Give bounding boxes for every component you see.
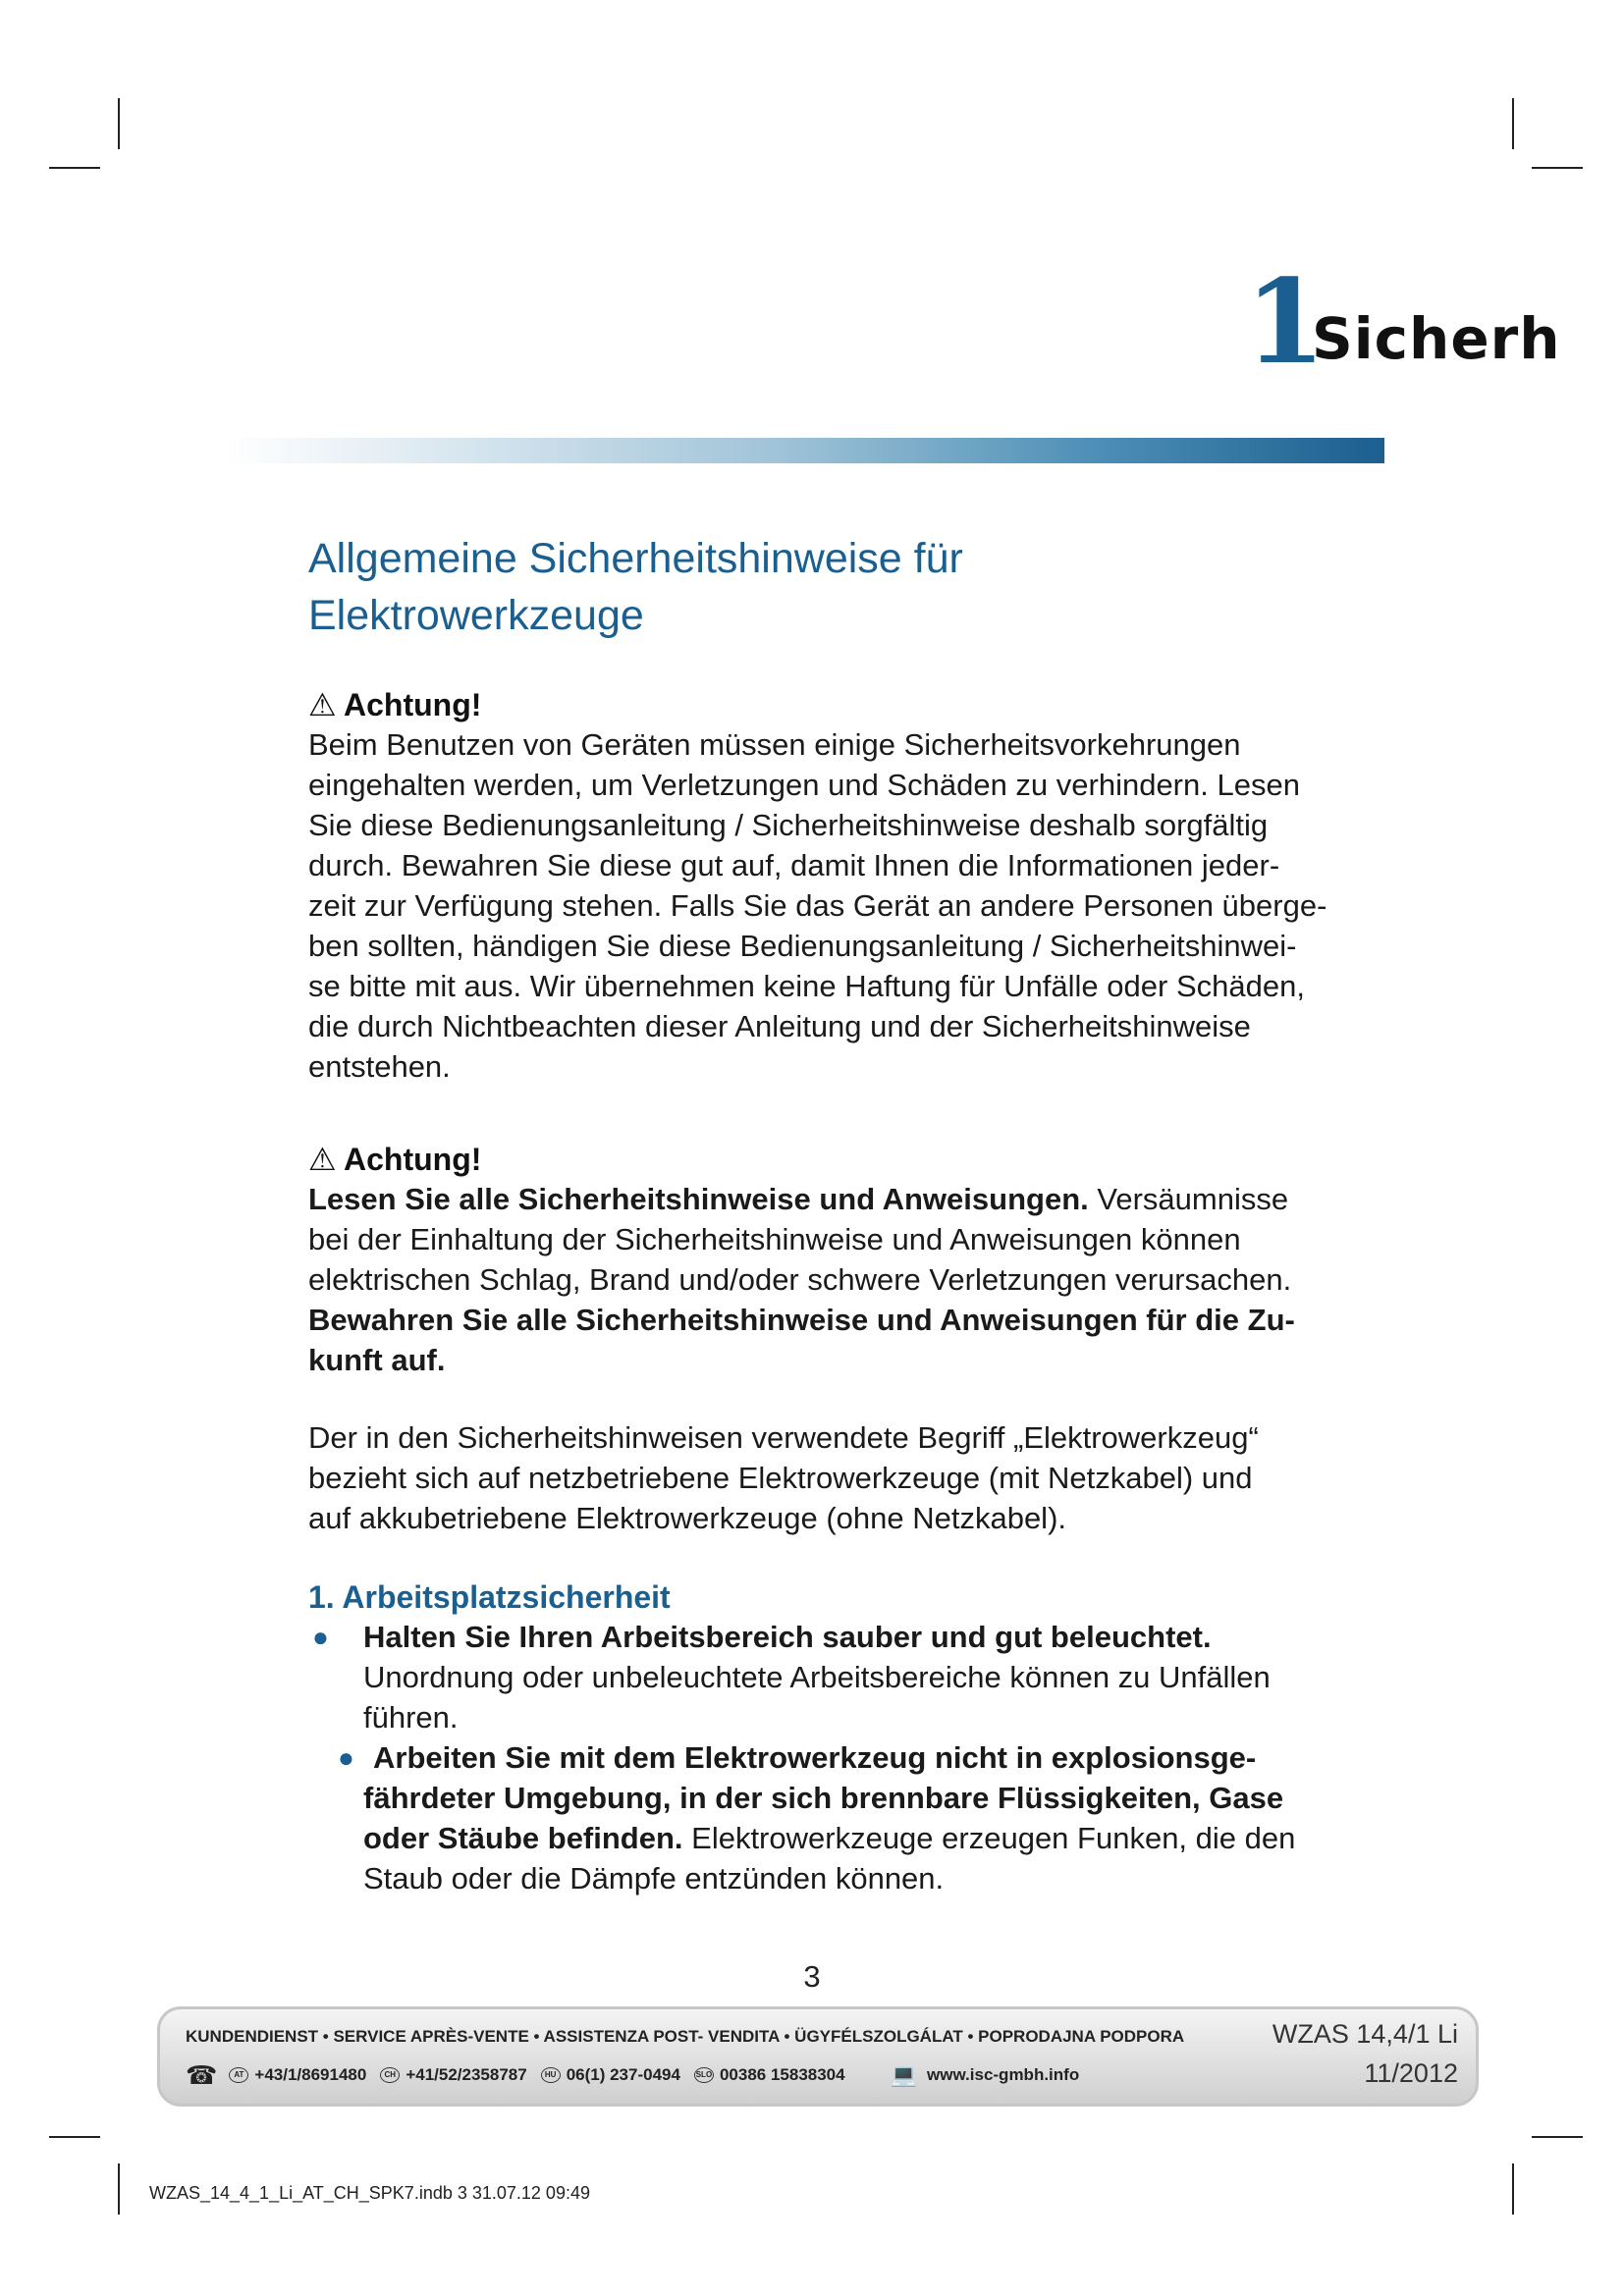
section-logo [1245,273,1624,371]
warning-paragraph: Lesen Sie alle Sicherheitshinweise und Anweisungen. Versäumnisse bei der Einhaltung der Sicherheitshinweise und Anweisungen können elektrischen Schlag, Brand und/oder schwere Verletzungen verursachen. Bewahren Sie alle Sicherheitshinweise und Anweisungen für die Zu- kunft auf. [308,1182,1295,1377]
warning-paragraph: Beim Benutzen von Geräten müssen einige Sicherheitsvorkehrungen eingehalten werden, um Verletzungen und Schäden zu verhindern. Lesen Sie diese Bedienungsanleitung / Sicherheitshinweise deshalb sorgfältig durch. Bewahren Sie diese gut auf, damit Ihnen die Informationen jeder- zeit zur Verfügung stehen. Falls Sie das Gerät an andere Personen überge- ben sollten, händigen Sie diese Bedienungsanleitung / Sicherheitshinwei- se bitte mit aus. Wir übernehmen keine Haftung für Unfälle oder Schäden, die durch Nichtbeachten dieser Anleitung und der Sicherheitshinweise entstehen. [308,727,1327,1084]
crop-mark [49,2136,100,2138]
crop-mark [49,167,100,169]
crop-mark [118,2163,120,2215]
phone-list: ☎ AT +43/1/8691480 CH +41/52/2358787 HU 06(1) 237-0494 SLO 00386 15838304 💻 www.isc-gmbh.info [186,2060,1080,2090]
service-labels: KUNDENDIENST • SERVICE APRÈS-VENTE • ASSISTENZA POST- VENDITA • ÜGYFÉLSZOLGÁLAT • POPRODAJNA PODPORA [186,2027,1185,2046]
crop-mark [118,98,120,149]
page-title: Allgemeine Sicherheitshinweise für Elektrowerkzeuge [308,535,963,639]
main-content [308,530,1329,1898]
section-label: Sicherh [1312,305,1561,371]
page-number: 3 [803,1959,821,1994]
edition-date: 11/2012 [1364,2058,1458,2088]
list-item: ● Halten Sie Ihren Arbeitsbereich sauber und gut beleuchtet. Unordnung oder unbeleuchtete Arbeitsbereiche können zu Unfällen führen. [308,1617,1329,1737]
telephone-icon: ☎ [186,2060,218,2090]
country-badge: AT [229,2067,248,2083]
list-item: ● Arbeiten Sie mit dem Elektrowerkzeug nicht in explosionsge- fährdeter Umgebung, in der sich brennbare Flüssigkeiten, Gase oder Stäube befinden. Elektrowerkzeuge erzeugen Funken, die den Staub oder die Dämpfe entzünden können. [308,1737,1329,1898]
service-footer [157,2006,1479,2107]
country-badge: CH [380,2067,400,2083]
crop-mark [1512,98,1514,149]
website-link[interactable]: www.isc-gmbh.info [927,2065,1080,2084]
crop-mark [1532,167,1583,169]
print-slug: WZAS_14_4_1_Li_AT_CH_SPK7.indb 3 31.07.12 09:49 [149,2183,590,2203]
model-number: WZAS 14,4/1 Li [1272,2019,1458,2049]
section-heading: 1. Arbeitsplatzsicherheit [308,1579,671,1615]
warning-heading: ⚠ Achtung! [308,1142,482,1177]
warning-triangle-icon: ⚠ [308,687,337,722]
bullet-icon: ● [312,1622,329,1652]
definition-paragraph: Der in den Sicherheitshinweisen verwendete Begriff „Elektrowerkzeug“ bezieht sich auf netzbetriebene Elektrowerkzeuge (mit Netzkabel) und auf akkubetriebene Elektrowerkzeuge (ohne Netzkabel). [308,1420,1259,1535]
crop-mark [1532,2136,1583,2138]
section-number: 1 [1245,273,1326,371]
warning-triangle-icon: ⚠ [308,1142,337,1177]
warning-heading: ⚠ Achtung! [308,687,482,722]
country-badge: SLO [694,2067,714,2083]
bullet-icon: ● [338,1742,354,1773]
country-badge: HU [541,2067,561,2083]
header-gradient-band [226,438,1384,463]
crop-mark [1512,2163,1514,2215]
laptop-icon: 💻 [890,2062,917,2087]
